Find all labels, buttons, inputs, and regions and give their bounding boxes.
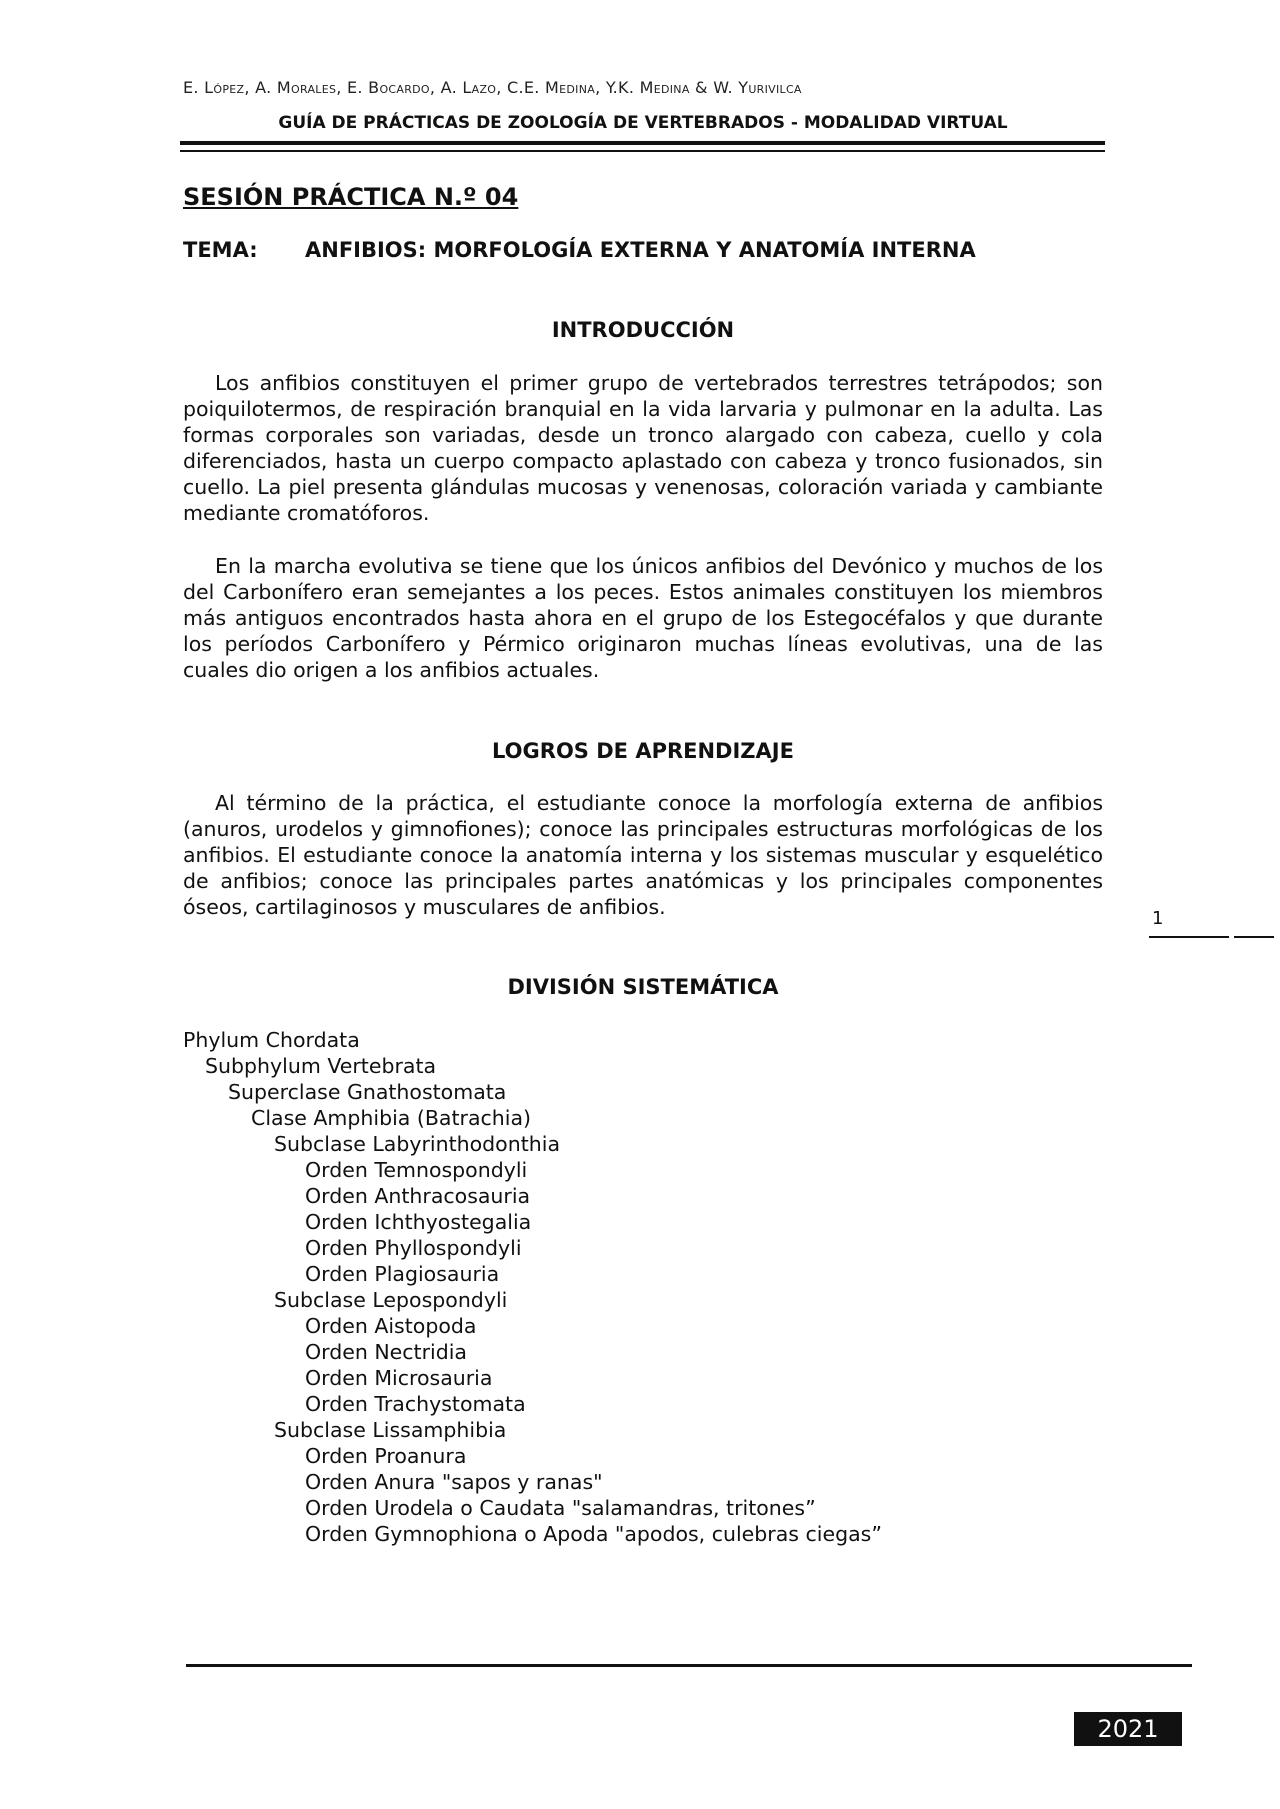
taxonomy-item: Orden Plagiosauria — [305, 1262, 500, 1286]
authors-line: E. López, A. Morales, E. Bocardo, A. Lazo, C.E. Medina, Y.K. Medina & W. Yurivilca — [183, 78, 802, 97]
taxonomy-item: Subphylum Vertebrata — [205, 1054, 437, 1078]
taxonomy-list — [183, 1027, 882, 1547]
tema-line — [183, 238, 1083, 262]
taxonomy-item: Clase Amphibia (Batrachia) — [251, 1106, 532, 1130]
logros-paragraph: Al término de la práctica, el estudiante conoce la morfología externa de anfibios (anuros, urodelos y gimnofiones); conoce las principales estructuras morfológicas de los anfibios. El estudiante conoce la anatomía interna y los sistemas muscular y esquelético de anfibios; conoce las principales partes anatómicas y los principales componentes óseos, cartilaginosos y musculares de anfibios. — [183, 791, 1103, 919]
year-badge: 2021 — [1074, 1712, 1182, 1746]
taxonomy-item: Orden Anura "sapos y ranas" — [305, 1470, 603, 1494]
taxonomy-item: Phylum Chordata — [183, 1028, 360, 1052]
taxonomy-item: Orden Gymnophiona o Apoda "apodos, culebras ciegas” — [305, 1522, 882, 1546]
taxonomy-item: Subclase Labyrinthodonthia — [274, 1132, 561, 1156]
footer-rule — [186, 1664, 1192, 1667]
page-number-rule — [1149, 936, 1229, 938]
logros-heading: LOGROS DE APRENDIZAJE — [492, 739, 794, 763]
taxonomy-item: Subclase Lissamphibia — [274, 1418, 507, 1442]
taxonomy-item: Orden Phyllospondyli — [305, 1236, 522, 1260]
tema-label: TEMA: — [183, 238, 258, 262]
taxonomy-item: Orden Nectridia — [305, 1340, 467, 1364]
page-number: 1 — [1152, 908, 1164, 929]
guide-title: GUÍA DE PRÁCTICAS DE ZOOLOGÍA DE VERTEBRADOS - MODALIDAD VIRTUAL — [278, 113, 1008, 133]
division-heading: DIVISIÓN SISTEMÁTICA — [507, 975, 779, 999]
taxonomy-item: Orden Trachystomata — [305, 1392, 526, 1416]
introduccion-heading: INTRODUCCIÓN — [551, 318, 735, 342]
intro-paragraph-1: Los anfibios constituyen el primer grupo de vertebrados terrestres tetrápodos; son poiquilotermos, de respiración branquial en la vida larvaria y pulmonar en la adulta. Las formas corporales son variadas, desde un tronco alargado con cabeza, cuello y cola diferenciados, hasta un cuerpo compacto aplastado con cabeza y tronco fusionados, sin cuello. La piel presenta glándulas mucosas y venenosas, coloración variada y cambiante mediante cromatóforos. — [183, 371, 1103, 525]
taxonomy-item: Orden Proanura — [305, 1444, 467, 1468]
header-rule-thick — [180, 141, 1105, 145]
taxonomy-item: Orden Temnospondyli — [305, 1158, 528, 1182]
taxonomy-item: Orden Urodela o Caudata "salamandras, tritones” — [305, 1496, 816, 1520]
tema-value: ANFIBIOS: MORFOLOGÍA EXTERNA Y ANATOMÍA INTERNA — [305, 238, 976, 262]
intro-paragraph-2: En la marcha evolutiva se tiene que los únicos anfibios del Devónico y muchos de los del Carbonífero eran semejantes a los peces. Estos animales constituyen los miembros más antiguos encontrados hasta ahora en el grupo de los Estegocéfalos y que durante los períodos Carbonífero y Pérmico originaron muchas líneas evolutivas, una de las cuales dio origen a los anfibios actuales. — [183, 554, 1103, 682]
taxonomy-item: Orden Ichthyostegalia — [305, 1210, 532, 1234]
taxonomy-item: Orden Microsauria — [305, 1366, 493, 1390]
taxonomy-item: Orden Aistopoda — [305, 1314, 477, 1338]
page-number-rule-short — [1234, 936, 1274, 938]
taxonomy-item: Superclase Gnathostomata — [228, 1080, 507, 1104]
header-rule-thin — [180, 150, 1105, 152]
taxonomy-item: Orden Anthracosauria — [305, 1184, 531, 1208]
session-title: SESIÓN PRÁCTICA N.º 04 — [183, 183, 519, 211]
taxonomy-item: Subclase Lepospondyli — [274, 1288, 508, 1312]
